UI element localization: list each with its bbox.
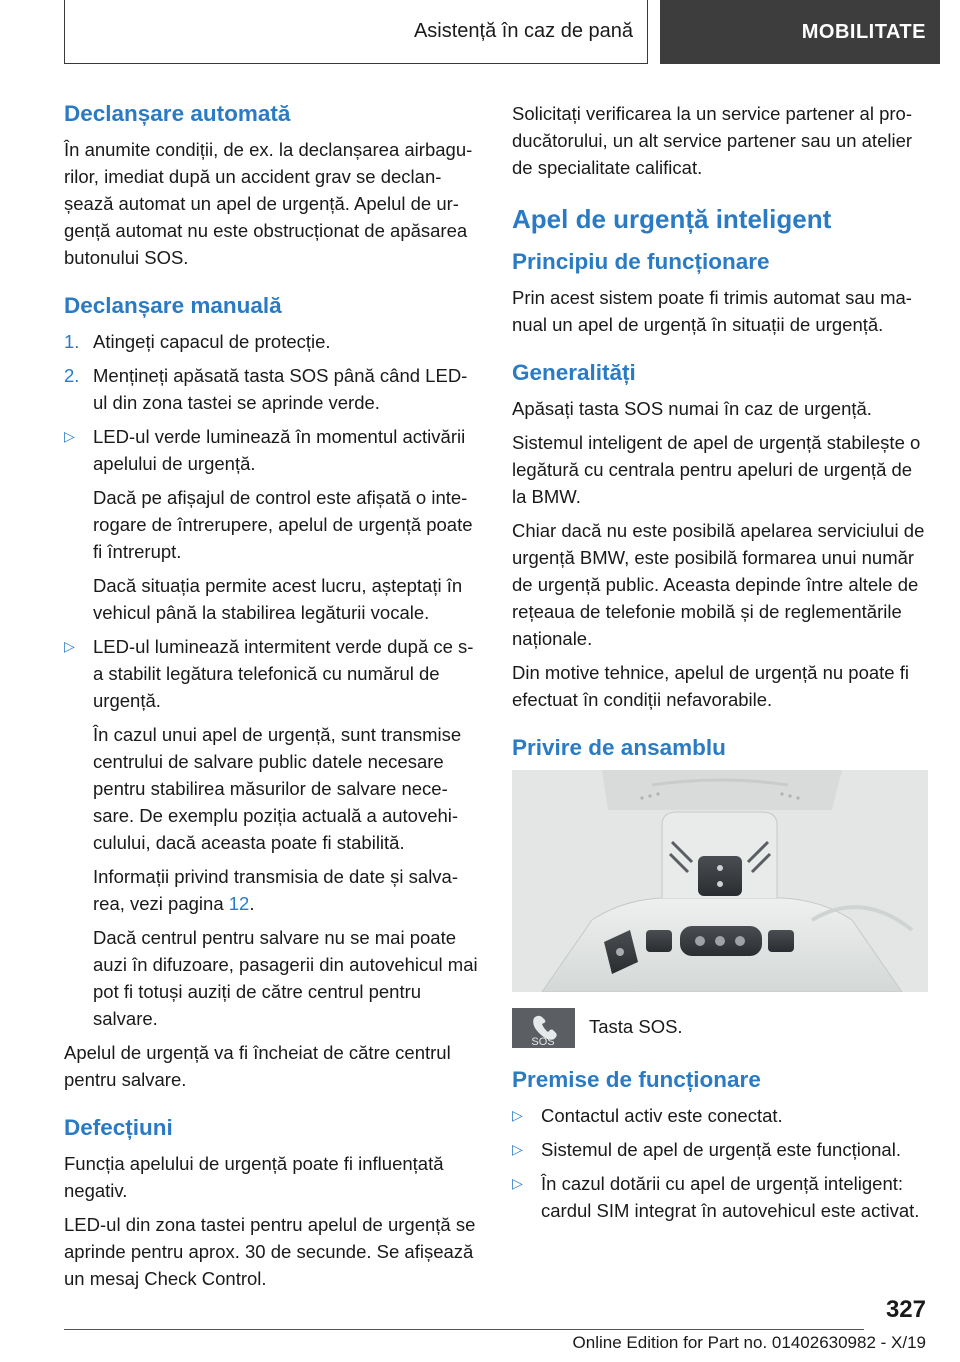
heading-principle: Principiu de funcționare	[512, 249, 770, 274]
step-item	[64, 362, 480, 416]
bullet-paragraph-with-link	[64, 863, 480, 917]
right-column	[512, 100, 928, 1231]
step-text: Atingeți capacul de protecție.	[93, 331, 331, 352]
bullet-item	[64, 423, 480, 477]
paragraph-general-3: Chiar dacă nu este posibilă apelarea serviciului de urgență BMW, este posibilă formarea unui număr de urgență public. Aceasta depinde între altele de rețeaua de telefonie mobilă și de reglementările naționale.	[512, 520, 925, 649]
footer-edition: Online Edition for Part no. 01402630982 - X/19	[572, 1333, 926, 1352]
page-number: 327	[885, 1296, 926, 1323]
section-title: Asistență în caz de pană	[413, 20, 633, 42]
bullet-paragraph-end: .	[249, 893, 255, 914]
step-text: Mențineți apăsată tasta SOS până când LED-ul din zona tastei se aprinde verde.	[93, 365, 468, 413]
bullet-text: LED-ul luminează intermitent verde după ce s-a stabilit legătura telefonică cu numărul de urgență.	[93, 636, 474, 711]
step-item	[64, 328, 480, 355]
heading-prerequisites: Premise de funcționare	[512, 1067, 761, 1092]
paragraph-call-end: Apelul de urgență va fi încheiat de către centrul pentru salvare.	[64, 1042, 451, 1090]
triangle-bullet-icon: ▷	[64, 638, 75, 654]
prerequisite-item	[512, 1102, 928, 1129]
bullet-paragraph: Dacă situația permite acest lucru, așteptați în vehicul până la stabilirea legăturii vocale.	[93, 575, 463, 623]
step-number: 2.	[64, 365, 80, 386]
paragraph-principle: Prin acest sistem poate fi trimis automat sau manual un apel de urgență în situații de urgență.	[512, 287, 912, 335]
overhead-console-image	[512, 770, 928, 992]
step-number: 1.	[64, 331, 80, 352]
bullet-text: LED-ul verde luminează în momentul activării apelului de urgență.	[93, 426, 466, 474]
bullet-paragraph: Dacă centrul pentru salvare nu se mai poate auzi în difuzoare, pasagerii din autovehicul mai pot fi totuși auziți de către centrul pentru salvare.	[93, 927, 478, 1029]
triangle-bullet-icon: ▷	[512, 1141, 523, 1157]
paragraph-general-2: Sistemul inteligent de apel de urgență stabilește o legătură cu centrala pentru apeluri de urgență de la BMW.	[512, 432, 921, 507]
bullet-paragraph-text: Informații privind transmisia de date și salvarea, vezi pagina	[93, 866, 459, 914]
triangle-bullet-icon: ▷	[64, 428, 75, 444]
prerequisite-item	[512, 1136, 928, 1163]
footer-divider	[64, 1329, 864, 1330]
prerequisite-item	[512, 1170, 928, 1224]
bullet-paragraph: În cazul unui apel de urgență, sunt transmise centrului de salvare public datele necesare pentru stabilirea măsurilor de salvare necesare. De exemplu poziția actuală a autovehiculului, dacă aceasta poate fi stabilită.	[93, 724, 462, 853]
triangle-bullet-icon: ▷	[512, 1107, 523, 1123]
svg-text:SOS: SOS	[531, 1036, 555, 1048]
triangle-bullet-icon: ▷	[512, 1175, 523, 1191]
paragraph-malfunction-1: Funcția apelului de urgență poate fi influențată negativ.	[64, 1153, 444, 1201]
chapter-title: MOBILITATE	[801, 20, 926, 43]
sos-key-icon	[512, 1008, 575, 1048]
paragraph-service: Solicitați verificarea la un service partener al producătorului, un alt service partener sau un atelier de specialitate calificat.	[512, 103, 913, 178]
paragraph-general-4: Din motive tehnice, apelul de urgență nu poate fi efectuat în condiții nefavorabile.	[512, 662, 909, 710]
sos-phone-icon	[512, 1008, 575, 1048]
paragraph-malfunction-2: LED-ul din zona tastei pentru apelul de urgență se aprinde pentru aprox. 30 de secunde. Se afișează un mesaj Check Control.	[64, 1214, 476, 1289]
section-header	[64, 0, 648, 64]
heading-automatic-trigger: Declanșare automată	[64, 101, 291, 126]
bullet-paragraph: Dacă pe afișajul de control este afișată o interogare de întrerupere, apelul de urgență poate fi întrerupt.	[93, 487, 473, 562]
prerequisite-text: Sistemul de apel de urgență este funcțional.	[541, 1139, 901, 1160]
prerequisite-text: În cazul dotării cu apel de urgență inteligent: cardul SIM integrat în autovehicul este activat.	[541, 1173, 920, 1221]
chapter-tab	[660, 0, 940, 64]
heading-general: Generalități	[512, 360, 636, 385]
prerequisite-text: Contactul activ este conectat.	[541, 1105, 783, 1126]
heading-malfunctions: Defecțiuni	[64, 1115, 173, 1140]
overhead-console-illustration	[512, 770, 928, 992]
sos-key-legend	[512, 1008, 928, 1048]
heading-overview: Privire de ansamblu	[512, 735, 726, 760]
bullet-item	[64, 633, 480, 714]
paragraph-general-1: Apăsați tasta SOS numai în caz de urgență.	[512, 398, 872, 419]
heading-manual-trigger: Declanșare manuală	[64, 293, 282, 318]
page-reference-link[interactable]: 12	[228, 893, 250, 914]
paragraph-automatic-trigger: În anumite condiții, de ex. la declanșarea airbagurilor, imediat după un accident grav se declanșează automat un apel de urgență. Apelul de urgență automat nu este obstrucționat de apăsarea butonului SOS.	[64, 139, 473, 268]
heading-intelligent-emergency-call: Apel de urgență inteligent	[512, 204, 832, 234]
left-column	[64, 100, 480, 1299]
sos-key-label: Tasta SOS.	[589, 1016, 683, 1037]
